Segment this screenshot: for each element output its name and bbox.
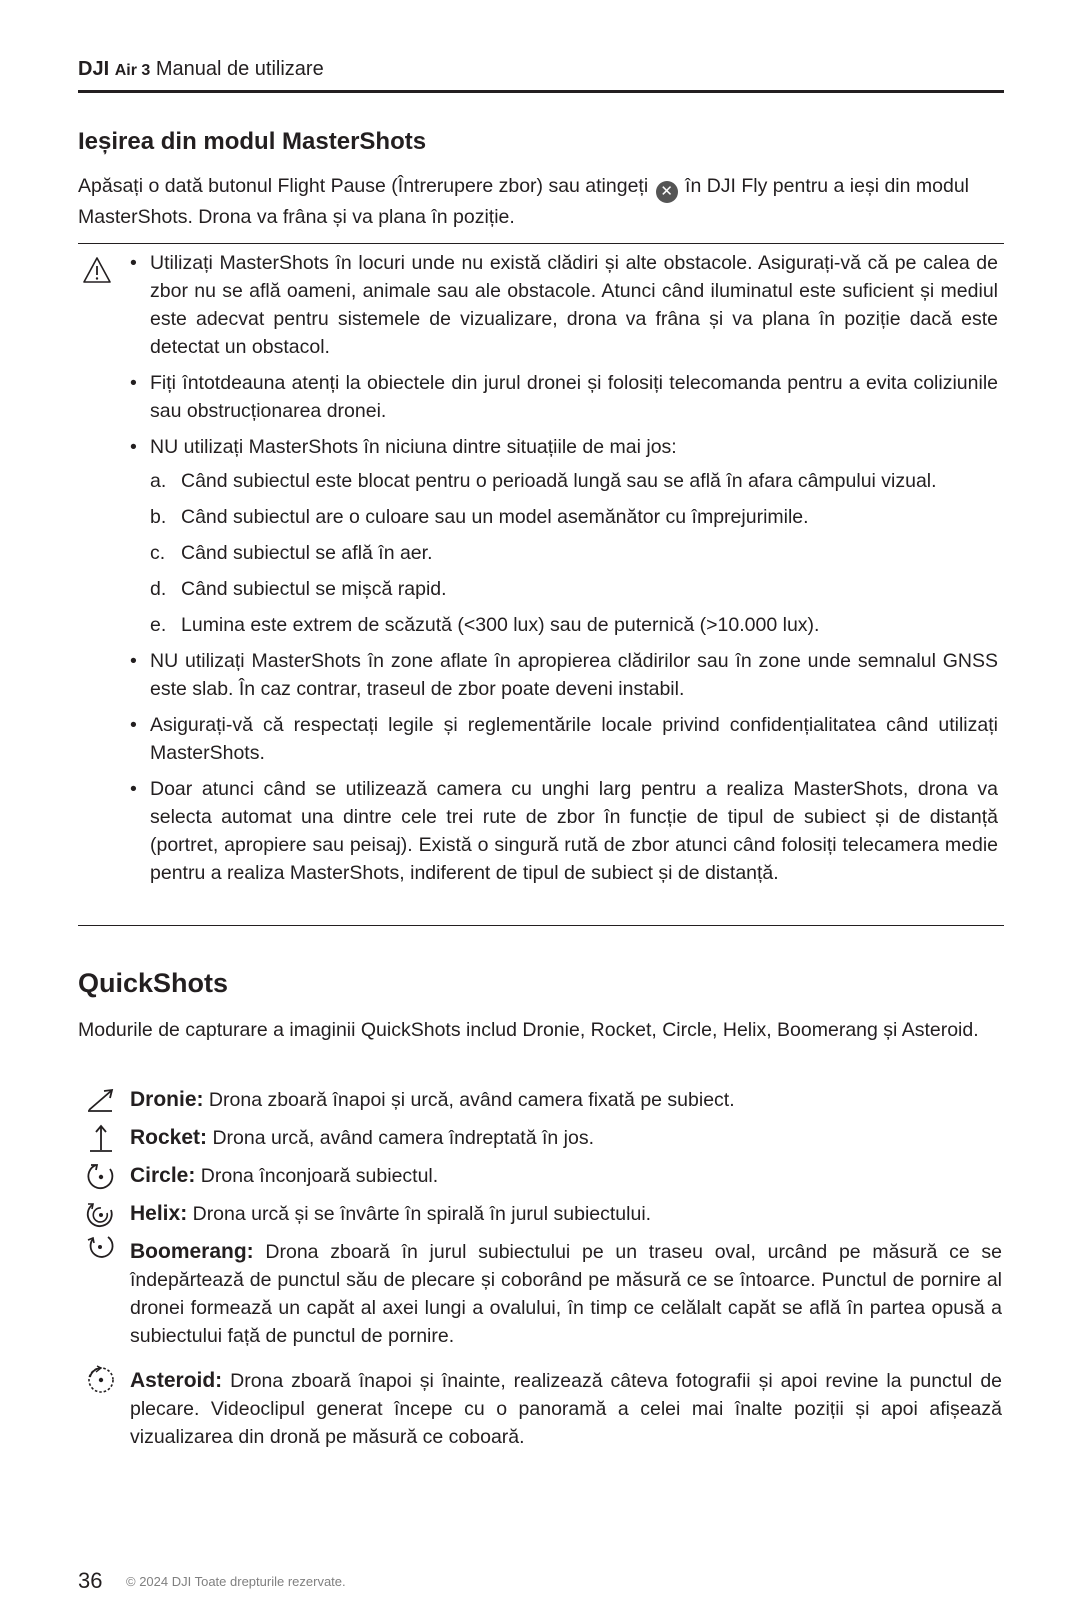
situation-text: Când subiectul se mișcă rapid. [181, 578, 447, 600]
exit-text-after: în DJI Fly pentru a ieși din modul MasterShots. Drona va frâna și va plana în poziție. [78, 175, 969, 228]
situation-item [150, 539, 998, 567]
situation-item [150, 611, 998, 639]
manual-title: Manual de utilizare [155, 58, 324, 80]
situation-item [150, 467, 998, 495]
warning-item: • Asigurați-vă că respectați legile și reglementările locale privind confidențialitatea când utilizați MasterShots. [130, 711, 998, 767]
warning-item: • Doar atunci când se utilizează camera cu unghi larg pentru a realiza MasterShots, drona va selecta automat una dintre cele trei rute de zbor în funcție de tipul de subiect și de distanță (portret, apropiere sau peisaj). Există o singură rută de zbor atunci când folosiți telecamera medie pentru a realiza MasterShots, indiferent de tipul de subiect și de distanță. [130, 775, 998, 887]
mode-name: Rocket: [130, 1126, 208, 1149]
page-footer [78, 1568, 1004, 1598]
close-icon: ✕ [656, 181, 678, 203]
mode-description [130, 1124, 1002, 1152]
asteroid-icon [84, 1364, 118, 1396]
situation-letter: d. [150, 578, 167, 600]
mode-name: Asteroid: [130, 1369, 223, 1392]
exit-text-before: Apăsați o dată butonul Flight Pause (Întrerupere zbor) sau atingeți [78, 175, 649, 197]
copyright-notice: © 2024 DJI Toate drepturile rezervate. [126, 1574, 346, 1589]
warning-icon [82, 256, 112, 284]
mode-name: Helix: [130, 1202, 188, 1225]
rocket-icon [84, 1123, 118, 1155]
mode-text: Drona urcă, având camera îndreptată în jos. [212, 1127, 594, 1149]
quickshots-intro: Modurile de capturare a imaginii QuickShots includ Dronie, Rocket, Circle, Helix, Boomerang și Asteroid. [78, 1019, 979, 1041]
mode-text: Drona zboară înapoi și urcă, având camera fixată pe subiect. [208, 1089, 735, 1111]
mode-name: Circle: [130, 1164, 196, 1187]
page-number: 36 [78, 1568, 103, 1593]
warning-list [130, 249, 998, 895]
mode-description [130, 1367, 1002, 1451]
mode-description [130, 1238, 1002, 1350]
model-name: Air 3 [114, 62, 151, 79]
situation-text: Când subiectul se află în aer. [181, 542, 433, 564]
section-heading-quickshots: QuickShots [78, 968, 229, 998]
situation-text: Lumina este extrem de scăzută (<300 lux) sau de puternică (>10.000 lux). [181, 614, 820, 636]
warning-item: • NU utilizați MasterShots în zone aflate în apropierea clădirilor sau în zone unde semnalul GNSS este slab. În caz contrar, traseul de zbor poate deveni instabil. [130, 647, 998, 703]
mode-text: Drona zboară în jurul subiectului pe un traseu oval, urcând pe măsură ce se îndepărtează de punctul său de plecare și coborând pe măsură ce se întoarce. Punctul de pornire al dronei formează un capăt al axei lungi a ovalului, în timp ce celălalt capăt se află în partea opusă a subiectului față de punctul de pornire. [130, 1241, 1002, 1347]
helix-icon [84, 1199, 118, 1231]
brand-name: DJI [78, 58, 110, 80]
situation-list [150, 467, 998, 639]
warning-item-text: NU utilizați MasterShots în niciuna dintre situațiile de mai jos: [150, 436, 677, 458]
page-header [78, 58, 1004, 93]
mode-description [130, 1162, 1002, 1190]
mode-description [130, 1086, 1002, 1114]
warning-item: • Utilizați MasterShots în locuri unde nu există clădiri și alte obstacole. Asigurați-vă că pe calea de zbor nu se află oameni, animale sau ale obstacole. Atunci când iluminatul este suficient și mediul este adecvat pentru sistemele de vizualizare, drona va frâna și va plana în poziție dacă este detectat un obstacol. [130, 249, 998, 361]
situation-letter: a. [150, 470, 167, 492]
circle-icon [84, 1161, 118, 1193]
situation-item [150, 503, 998, 531]
situation-text: Când subiectul are o culoare sau un model asemănător cu împrejurimile. [181, 506, 809, 528]
situation-text: Când subiectul este blocat pentru o perioadă lungă sau se află în afara câmpului vizual. [181, 470, 937, 492]
mode-text: Drona înconjoară subiectul. [200, 1165, 439, 1187]
situation-letter: c. [150, 542, 166, 564]
situation-letter: e. [150, 614, 167, 636]
mode-text: Drona zboară înapoi și înainte, realizează câteva fotografii și apoi revine la punctul de plecare. Videoclipul generat începe cu o panoramă a celei mai înalte poziții și apoi afișează vizualizarea din dronă pe măsură ce coboară. [130, 1370, 1003, 1448]
situation-letter: b. [150, 506, 167, 528]
warning-item [130, 433, 998, 639]
warning-box [78, 243, 1004, 926]
mode-name: Dronie: [130, 1088, 204, 1111]
boomerang-icon [84, 1231, 118, 1263]
dronie-icon [84, 1085, 118, 1117]
section-heading-exit: Ieșirea din modul MasterShots [78, 128, 427, 155]
warning-item: • Fiți întotdeauna atenți la obiectele din jurul dronei și folosiți telecomanda pentru a evita coliziunile sau obstrucționarea dronei. [130, 369, 998, 425]
exit-paragraph [78, 172, 1004, 231]
mode-name: Boomerang: [130, 1240, 254, 1263]
situation-item [150, 575, 998, 603]
mode-description [130, 1200, 1002, 1228]
mode-text: Drona urcă și se învârte în spirală în jurul subiectului. [192, 1203, 652, 1225]
